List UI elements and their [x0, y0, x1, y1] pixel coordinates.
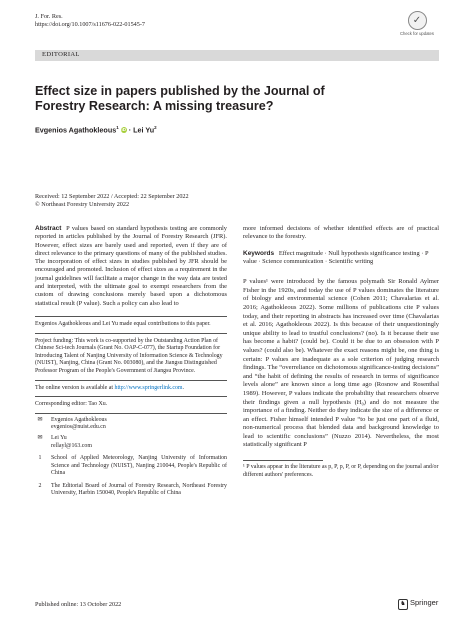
- author-2[interactable]: Lei Yu: [133, 125, 155, 135]
- footnote-divider: [243, 460, 323, 461]
- affiliation-item: [35, 455, 227, 478]
- received-accepted: Received: 12 September 2022 / Accepted: 22 September 2022: [35, 193, 189, 200]
- online-prefix: The online version is available at: [35, 384, 115, 391]
- divider: [35, 316, 227, 317]
- abstract: [35, 225, 227, 308]
- author-line: [35, 125, 157, 134]
- divider: [35, 396, 227, 397]
- abstract-text: P values based on standard hypothesis testing are commonly reported in articles published by the Journal of Forestry Research (JFR). However, effect sizes are barely used and reported, even if they are of direct relevance to the primary questions of many of the published studies. The incorporation of effect sizes in studies published by JFR should be encouraged and promoted. Inclusion of effect sizes as a requirement in the journal guidelines will facilitate a major change in the way data are tested and interpreted, with the ultimate goal to exempt researchers from the custom of drawing conclusions merely based upon a dichotomous statistical result (P value). Such a policy can also lead to: [35, 225, 227, 307]
- keywords-list: Effect magnitude · Null hypothesis significance testing · P value · Science communication · Scientific writing: [243, 249, 429, 265]
- doi-link[interactable]: https://doi.org/10.1007/s11676-022-01545-7: [35, 21, 145, 28]
- funding-note: Project funding: This work is co-supported by the Outstanding Action Plan of Chinese Sci-tech Journals (Grant No. OAP-C-077), the Startup Foundation for Introducing Talent of Nanjing University of Information Science & Technology (NUIST), Nanjing, China (Grant No. 003080), and the Jiangsu Distinguished Professor Program of the People's Government of Jiangsu Province.: [35, 337, 223, 374]
- contact-name: Evgenios Agathokleous: [51, 416, 107, 423]
- journal-name: J. For. Res.: [35, 13, 63, 20]
- footnote: ¹ P values appear in the literature as p, P, p, P, or P, depending on the journal and/or different authors' preferences.: [243, 464, 439, 478]
- right-column: [243, 225, 439, 479]
- contribution-note: Evgenios Agathokleous and Lei Yu made equal contributions to this paper.: [35, 320, 211, 327]
- corresponding-editor: Corresponding editor: Tao Xu.: [35, 401, 108, 408]
- contact-email[interactable]: rellayl@163.com: [51, 442, 92, 449]
- check-updates-icon: ✓: [408, 11, 427, 30]
- author-2-affil: 2: [154, 125, 157, 130]
- envelope-icon: ✉: [37, 434, 43, 441]
- online-version-note: [35, 385, 227, 393]
- publisher-logo: [398, 598, 438, 610]
- abstract-label: Abstract: [35, 225, 62, 232]
- check-for-updates-badge[interactable]: [400, 11, 434, 36]
- springer-horse-icon: ♞: [398, 599, 408, 610]
- abstract-continuation: more informed decisions of whether identified effects are of practical relevance to the forestry.: [243, 225, 439, 241]
- divider: [35, 333, 227, 334]
- keywords: [243, 250, 439, 267]
- contacts: [35, 417, 227, 498]
- affiliation-item: [35, 483, 227, 498]
- published-online: Published online: 13 October 2022: [35, 601, 122, 608]
- section-label: EDITORIAL: [42, 51, 80, 58]
- contact-email[interactable]: evgenios@nuist.edu.cn: [51, 424, 106, 431]
- affiliation-text: School of Applied Meteorology, Nanjing University of Information Science and Technology (NUIST), Nanjing 210044, People's Republic of China: [51, 455, 227, 477]
- article-title: Effect size in papers published by the Journal of Forestry Research: A missing treasure?: [35, 84, 325, 113]
- affiliation-number: 1: [38, 455, 42, 462]
- affiliation-text: The Editorial Board of Journal of Forestry Research, Northeast Forestry University, Harbin 150040, People's Republic of China: [51, 482, 227, 497]
- orcid-icon[interactable]: iD: [121, 127, 126, 133]
- article-dates: [35, 193, 189, 209]
- affiliation-number: 2: [38, 482, 42, 489]
- contact-item: [35, 417, 227, 432]
- contact-item: [35, 435, 227, 450]
- author-separator: ·: [126, 125, 134, 135]
- contact-name: Lei Yu: [51, 434, 67, 441]
- publisher-name: Springer: [410, 598, 439, 607]
- divider: [35, 413, 227, 414]
- springerlink-link[interactable]: http://www.springerlink.com: [114, 384, 183, 391]
- journal-header: [35, 13, 145, 29]
- author-1-affil: 1: [116, 125, 119, 130]
- divider: [35, 380, 227, 381]
- section-bar: [35, 50, 439, 61]
- body-text: P values¹ were introduced by the famous polymath Sir Ronald Aylmer Fisher in the 1920s, and today the use of P values dominates the literature of biology and environmental science (Cohen 2011; Chavalarias et al. 2016; Agathokleous 2022). Some millions of publications cite P values today, and their reporting in abstracts has increased over time (Chavalarias et al. 2016; Agathokleous 2022). Is this because of their unquestioningly unique ability to lead to trustful conclusions? (no). Is it because their use has become a habit? (could be). Could it be due to an obsession with P values? (could also be). Whatever the exact reasons might be, one thing is certain: P values are inadequate as a sole criterion of judging research findings. The “overreliance on dichotomous significance-testing decisions” and “the habit of defining the results of research in terms of significance levels alone” are known since a long time ago (Rosnow and Rosenthal 1989). However, P values indicate the probability that researchers observe their findings given a null hypothesis (H₀) and do not measure the importance of a finding. Neither do they indicate the size of a difference or an effect. Fisher himself intended P value “to be just one part of a fluid, non-numerical process that blended data and background knowledge to lead to scientific conclusions” (Nuzzo 2014). Nevertheless, the most statistically significant P: [243, 278, 439, 449]
- check-updates-label: Check for updates: [400, 31, 434, 36]
- envelope-icon: ✉: [37, 416, 43, 423]
- author-1[interactable]: Evgenios Agathokleous: [35, 125, 117, 135]
- left-column: [35, 225, 227, 498]
- copyright: © Northeast Forestry University 2022: [35, 201, 130, 208]
- keywords-label: Keywords: [243, 249, 275, 257]
- online-suffix: .: [182, 384, 184, 391]
